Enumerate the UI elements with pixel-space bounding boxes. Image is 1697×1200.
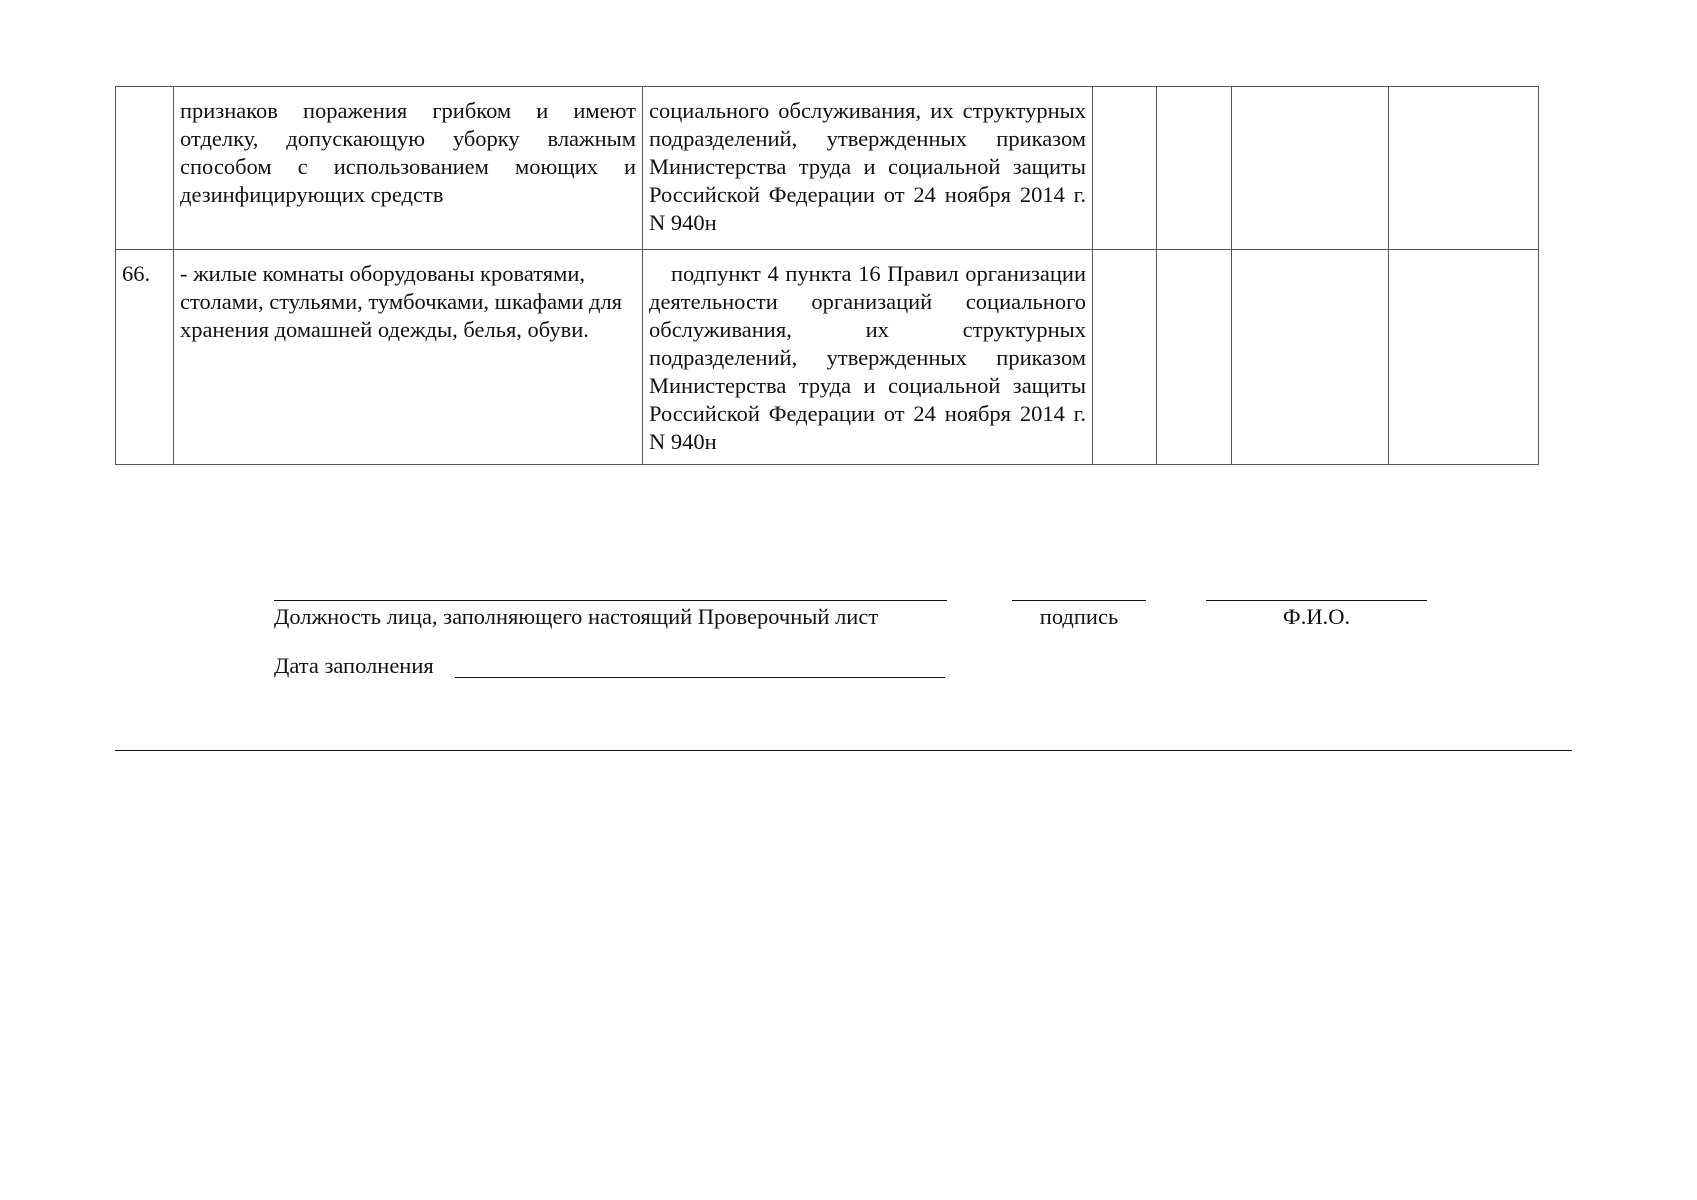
answer-not-applicable-cell[interactable] [1232,250,1389,465]
row-number-cell [116,87,174,250]
answer-not-applicable-cell[interactable] [1232,87,1389,250]
legal-reference-cell: подпункт 4 пункта 16 Правил организации деятельности организаций социального обслуживания, их структурных подразделений, утвержденных приказом Министерства труда и социальной защиты Российской Федерации от 24 ноября 2014 г. N 940н [643,250,1093,465]
full-name-line[interactable] [1206,600,1427,601]
checklist-table [115,86,1539,465]
table-row-continued [116,87,1539,250]
signature-line[interactable] [1012,600,1146,601]
requirement-cell: признаков поражения грибком и имеют отделку, допускающую уборку влажным способом с использованием моющих и дезинфицирующих средств [174,87,643,250]
table-row-66 [116,250,1539,465]
page-divider-rule [115,750,1572,751]
answer-yes-cell[interactable] [1093,250,1157,465]
requirement-cell: - жилые комнаты оборудованы кроватями, столами, стульями, тумбочками, шкафами для хранения домашней одежды, белья, обуви. [174,250,643,465]
date-label: Дата заполнения [274,653,434,678]
position-signature-line[interactable] [274,600,947,601]
position-caption: Должность лица, заполняющего настоящий Проверочный лист [274,604,879,629]
date-line[interactable] [455,677,945,678]
note-cell[interactable] [1389,87,1539,250]
legal-reference-cell: социального обслуживания, их структурных подразделений, утвержденных приказом Министерства труда и социальной защиты Российской Федерации от 24 ноября 2014 г. N 940н [643,87,1093,250]
row-number-cell: 66. [116,250,174,465]
answer-yes-cell[interactable] [1093,87,1157,250]
answer-no-cell[interactable] [1157,87,1232,250]
signature-caption: подпись [1039,604,1119,629]
note-cell[interactable] [1389,250,1539,465]
answer-no-cell[interactable] [1157,250,1232,465]
full-name-caption: Ф.И.О. [1282,604,1351,629]
